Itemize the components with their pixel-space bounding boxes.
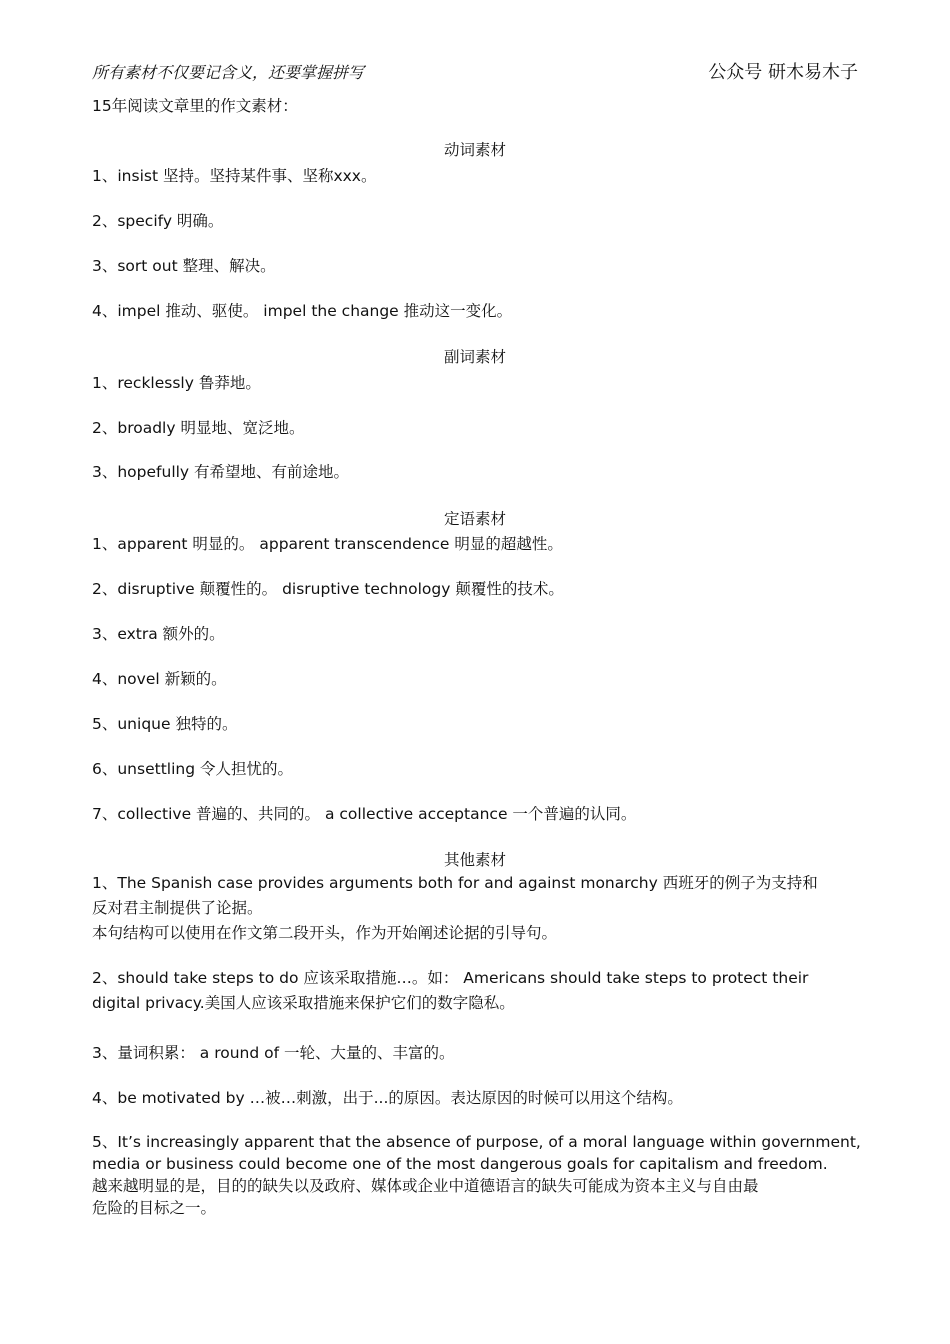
paragraph-line: digital privacy.美国人应该采取措施来保护它们的数字隐私。: [92, 994, 515, 1012]
header-account: 公众号 研木易木子: [708, 62, 858, 83]
list-item: 2、specify 明确。: [92, 212, 224, 230]
section-title-attributives: 定语素材: [443, 510, 506, 528]
paragraph-increasingly-apparent: [92, 1131, 862, 1219]
paragraph-line: 本句结构可以使用在作文第二段开头，作为开始阐述论据的引导句。: [92, 924, 558, 942]
paragraph-line: media or business could become one of the most dangerous goals for capitalism and freedom.: [92, 1155, 828, 1173]
list-item: 2、broadly 明显地、宽泛地。: [92, 419, 305, 437]
section-title-others: 其他素材: [443, 851, 506, 869]
list-item: 2、disruptive 颠覆性的。 disruptive technology 颠覆性的技术。: [92, 580, 564, 598]
paragraph-line: 危险的目标之一。: [92, 1199, 217, 1217]
paragraph-spanish-case: [92, 871, 862, 946]
paragraph-line: 越来越明显的是，目的的缺失以及政府、媒体或企业中道德语言的缺失可能成为资本主义与自由最: [92, 1177, 759, 1195]
paragraph-line: 反对君主制提供了论据。: [92, 899, 263, 917]
paragraph-line: 5、It’s increasingly apparent that the absence of purpose, of a moral language within government,: [92, 1133, 861, 1151]
list-item: 1、recklessly 鲁莽地。: [92, 374, 261, 392]
list-item: 1、insist 坚持。坚持某件事、坚称xxx。: [92, 167, 377, 185]
paragraph-line: 2、should take steps to do 应该采取措施…。如： Americans should take steps to protect their: [92, 969, 809, 987]
section-title-adverbs: 副词素材: [443, 348, 506, 366]
list-item: 4、novel 新颖的。: [92, 670, 227, 688]
document-title: 15年阅读文章里的作文素材：: [92, 97, 298, 115]
paragraph-line: 1、The Spanish case provides arguments both for and against monarchy 西班牙的例子为支持和: [92, 874, 818, 892]
list-item: 3、extra 额外的。: [92, 625, 225, 643]
header-note: 所有素材不仅要记含义，还要掌握拼写: [92, 63, 365, 82]
list-item: 1、apparent 明显的。 apparent transcendence 明显的超越性。: [92, 535, 563, 553]
list-item: 7、collective 普遍的、共同的。 a collective acceptance 一个普遍的认同。: [92, 805, 637, 823]
list-item: 6、unsettling 令人担忧的。: [92, 760, 293, 778]
paragraph-motivated-by: 4、be motivated by …被…刺激，出于...的原因。表达原因的时候可以用这个结构。: [92, 1089, 683, 1107]
paragraph-quantifier: 3、量词积累： a round of 一轮、大量的、丰富的。: [92, 1044, 455, 1062]
list-item: 3、hopefully 有希望地、有前途地。: [92, 463, 350, 481]
paragraph-take-steps: [92, 966, 862, 1016]
list-item: 3、sort out 整理、解决。: [92, 257, 276, 275]
section-title-verbs: 动词素材: [443, 141, 506, 159]
list-item: 4、impel 推动、驱使。 impel the change 推动这一变化。: [92, 302, 513, 320]
list-item: 5、unique 独特的。: [92, 715, 238, 733]
